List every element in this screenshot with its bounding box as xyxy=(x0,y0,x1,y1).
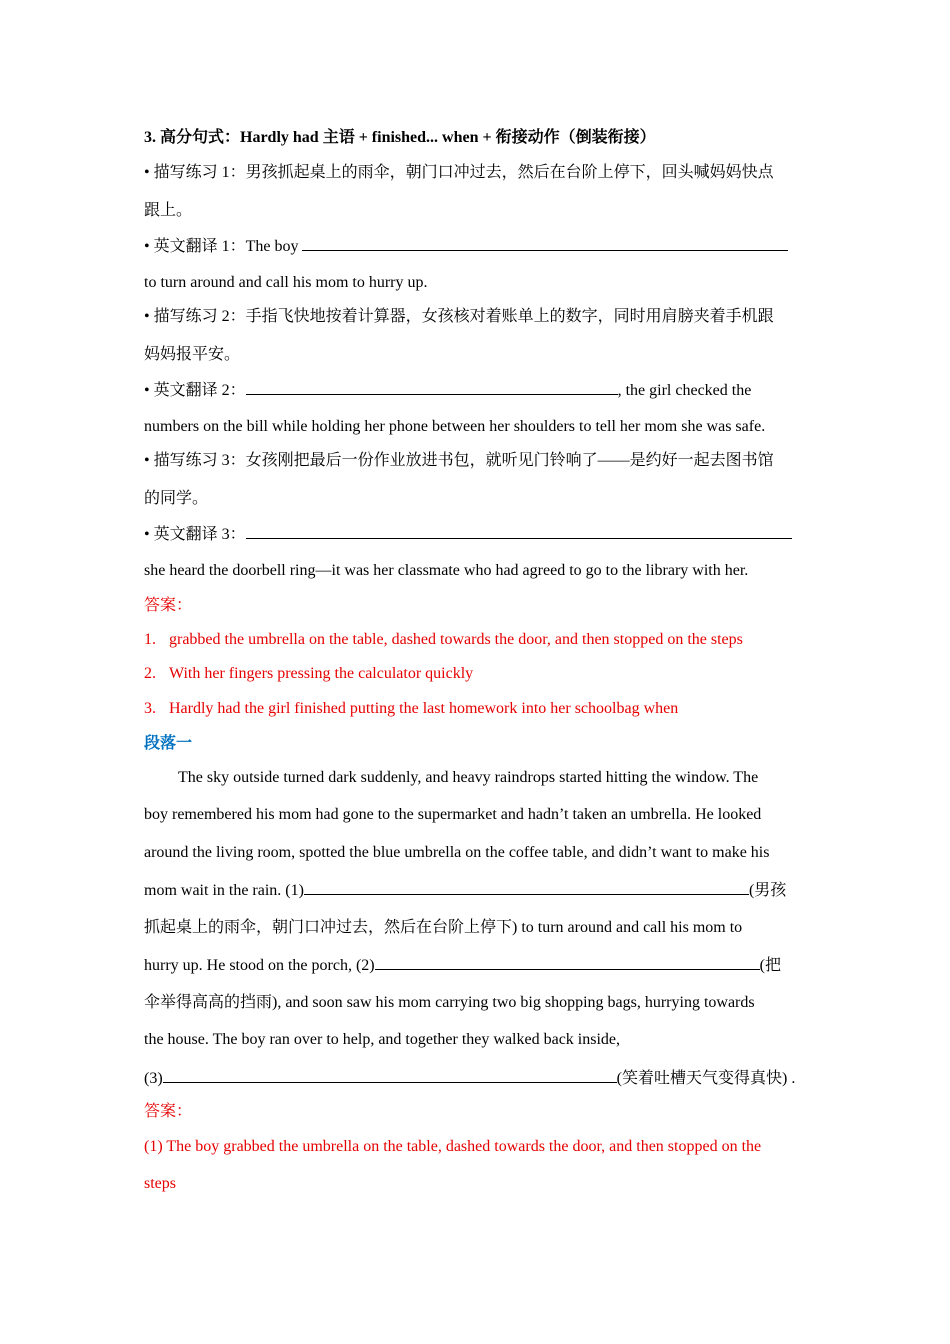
translation-3-line xyxy=(144,524,792,545)
answer-number: 2. xyxy=(144,665,156,682)
translation-3-prefix: • 英文翻译 3： xyxy=(144,526,246,543)
paragraph-title: 段落一 xyxy=(144,735,193,752)
translation-3-cont: she heard the doorbell ring—it was her classmate who had agreed to go to the library with her. xyxy=(144,562,749,579)
paragraph-line-6 xyxy=(144,955,781,976)
translation-2-cont: numbers on the bill while holding her phone between her shoulders to tell her mom she was safe. xyxy=(144,418,766,435)
exercise-1-chinese-cont: 跟上。 xyxy=(144,202,193,219)
paragraph-line-5: 抓起桌上的雨伞，朝门口冲过去，然后在台阶上停下) to turn around and call his mom to xyxy=(144,919,743,936)
exercise-2-chinese-cont: 妈妈报平安。 xyxy=(144,346,241,363)
paragraph-line-9 xyxy=(144,1068,795,1089)
translation-2-blank[interactable] xyxy=(246,380,618,395)
answer-number: 3. xyxy=(144,700,156,717)
paragraph-line-9-prefix: (3) xyxy=(144,1070,163,1087)
paragraph-line-4 xyxy=(144,880,786,901)
paragraph-line-6-suffix: (把 xyxy=(759,957,781,974)
translation-1-cont: to turn around and call his mom to hurry up. xyxy=(144,274,428,291)
answer-text: With her fingers pressing the calculator quickly xyxy=(169,665,474,682)
paragraph-line-4-suffix: (男孩 xyxy=(748,882,787,899)
answer-number: 1. xyxy=(144,631,156,648)
paragraph-line-7: 伞举得高高的挡雨), and soon saw his mom carrying two big shopping bags, hurrying towards xyxy=(144,994,755,1011)
answer-label-2: 答案： xyxy=(144,1103,193,1120)
exercise-2-chinese: • 描写练习 2：手指飞快地按着计算器，女孩核对着账单上的数字，同时用肩膀夹着手机跟 xyxy=(144,308,774,325)
paragraph-line-3: around the living room, spotted the blue umbrella on the coffee table, and didn’t want to make his xyxy=(144,844,770,861)
translation-3-blank[interactable] xyxy=(246,524,792,539)
translation-1-prefix: • 英文翻译 1：The boy xyxy=(144,238,303,255)
answer-text: grabbed the umbrella on the table, dashed towards the door, and then stopped on the steps xyxy=(169,631,743,648)
paragraph-blank-1[interactable] xyxy=(304,880,749,895)
paragraph-blank-2[interactable] xyxy=(375,955,760,970)
paragraph-blank-3[interactable] xyxy=(163,1068,617,1083)
paragraph-line-6-prefix: hurry up. He stood on the porch, (2) xyxy=(144,957,375,974)
answer-label: 答案： xyxy=(144,597,193,614)
paragraph-line-8: the house. The boy ran over to help, and together they walked back inside, xyxy=(144,1031,621,1048)
exercise-1-chinese: • 描写练习 1：男孩抓起桌上的雨伞，朝门口冲过去，然后在台阶上停下，回头喊妈妈快点 xyxy=(144,164,774,181)
answer-2-line-2: steps xyxy=(144,1175,176,1192)
exercise-3-chinese: • 描写练习 3：女孩刚把最后一份作业放进书包，就听见门铃响了——是约好一起去图书馆 xyxy=(144,452,774,469)
paragraph-line-2: boy remembered his mom had gone to the supermarket and hadn’t taken an umbrella. He looked xyxy=(144,806,762,823)
answer-text: Hardly had the girl finished putting the last homework into her schoolbag when xyxy=(169,700,679,717)
exercise-3-chinese-cont: 的同学。 xyxy=(144,490,209,507)
paragraph-line-4-prefix: mom wait in the rain. (1) xyxy=(144,882,304,899)
section-heading: 3. 高分句式：Hardly had 主语 + finished... when + 衔接动作（倒装衔接） xyxy=(144,129,656,146)
answer-item xyxy=(144,630,743,650)
paragraph-line-1: The sky outside turned dark suddenly, and heavy raindrops started hitting the window. The xyxy=(178,769,759,786)
paragraph-line-9-suffix: (笑着吐槽天气变得真快) . xyxy=(616,1070,796,1087)
answer-item xyxy=(144,664,473,684)
translation-1-blank[interactable] xyxy=(302,236,788,251)
answer-2-line-1: (1) The boy grabbed the umbrella on the table, dashed towards the door, and then stopped on the xyxy=(144,1138,762,1155)
translation-2-line xyxy=(144,380,751,401)
translation-2-prefix: • 英文翻译 2： xyxy=(144,382,246,399)
translation-1-line xyxy=(144,236,788,257)
answer-item xyxy=(144,699,678,719)
translation-2-suffix: , the girl checked the xyxy=(617,382,752,399)
